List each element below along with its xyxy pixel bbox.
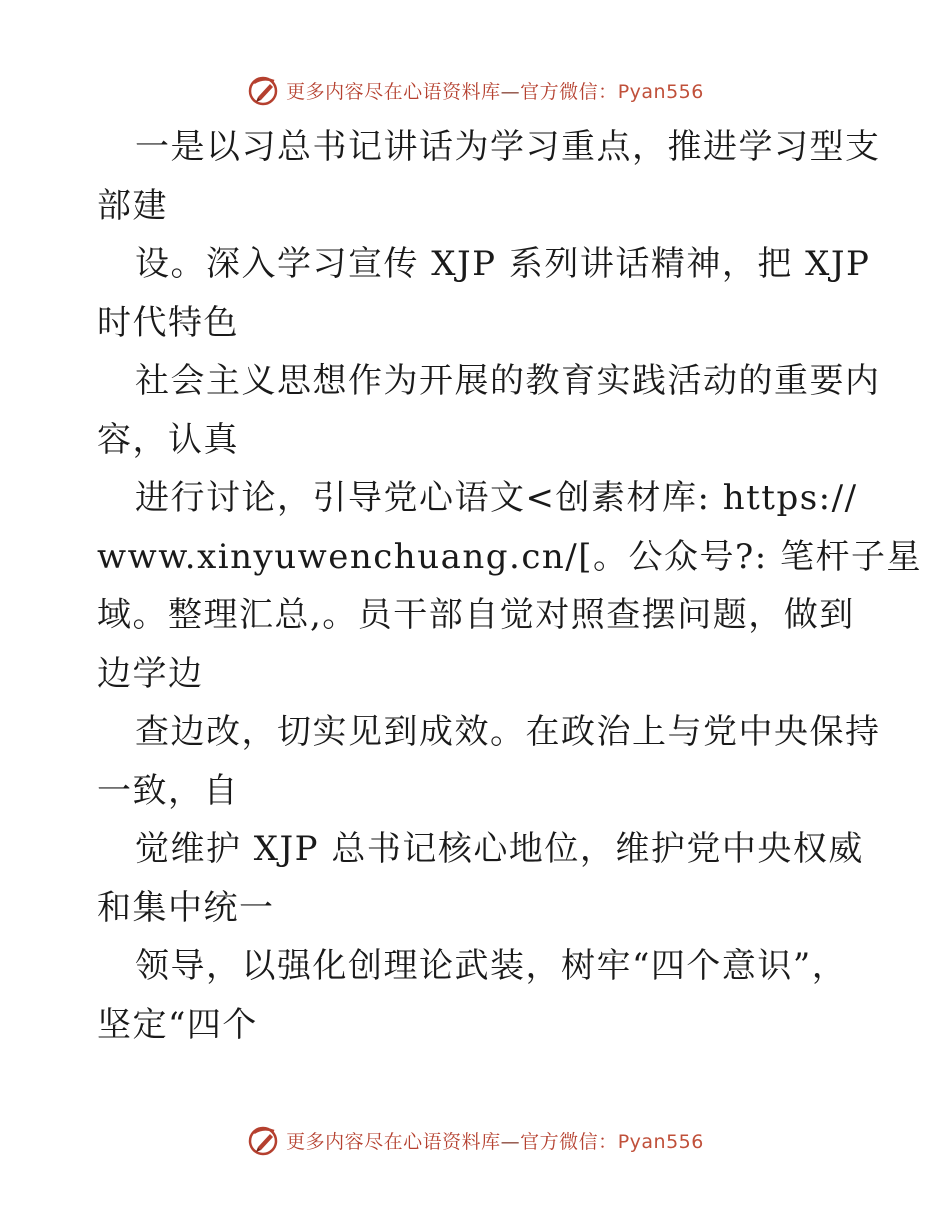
text-line: 社会主义思想作为开展的教育实践活动的重要内	[135, 361, 881, 401]
text-line: 坚定“四个	[97, 1004, 258, 1045]
text-line: 进行讨论，引导党心语文<创素材库: https://	[135, 478, 858, 518]
banner-wechat-handle: Pyan556	[617, 80, 704, 103]
text-line: 和集中统一	[97, 887, 275, 928]
text-line: 觉维护 XJP 总书记核心地位，维护党中央权威	[135, 829, 864, 869]
banner-wechat-label: 官方微信：	[520, 1130, 618, 1153]
banner-separator: —	[500, 1130, 521, 1153]
text-line: 一是以习总书记讲话为学习重点，推进学习型支	[135, 127, 881, 167]
banner-text	[286, 77, 704, 104]
banner-wechat-handle: Pyan556	[617, 1130, 704, 1153]
text-line: 查边改，切实见到成效。在政治上与党中央保持	[135, 712, 881, 752]
banner-site-text: 更多内容尽在心语资料库	[286, 1130, 501, 1153]
text-line: 设。深入学习宣传 XJP 系列讲话精神，把 XJP	[135, 244, 871, 284]
header-banner	[0, 70, 950, 110]
text-line: 时代特色	[97, 302, 239, 343]
text-line: 一致，自	[97, 770, 239, 811]
pen-logo-icon	[246, 73, 280, 107]
banner-wechat-label: 官方微信：	[520, 80, 618, 103]
banner-separator: —	[500, 80, 521, 103]
banner-site-text: 更多内容尽在心语资料库	[286, 80, 501, 103]
footer-banner	[0, 1120, 950, 1160]
text-line: 域。整理汇总,。员干部自觉对照查摆问题，做到	[97, 595, 855, 635]
text-line: 容，认真	[97, 419, 239, 460]
text-line: 边学边	[97, 653, 204, 694]
text-line: www.xinyuwenchuang.cn/[。公众号?: 笔杆子星	[97, 536, 922, 577]
document-body	[97, 118, 922, 1054]
banner-text	[286, 1127, 704, 1154]
text-line: 领导，以强化创理论武装，树牢“四个意识”，	[135, 946, 848, 986]
text-line: 部建	[97, 185, 168, 226]
pen-logo-icon	[246, 1123, 280, 1157]
